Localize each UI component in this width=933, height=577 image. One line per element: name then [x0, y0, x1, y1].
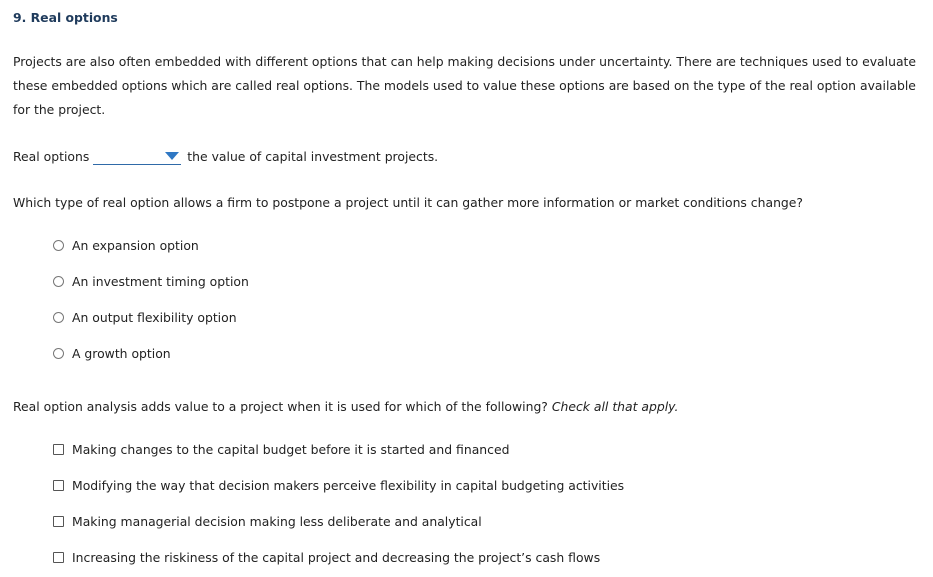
radio-option-label: An output flexibility option: [72, 309, 237, 325]
question-2-text: [13, 399, 679, 414]
radio-option-output-flexibility[interactable]: [53, 309, 237, 325]
checkbox-option-less-deliberate[interactable]: [53, 513, 482, 529]
real-options-dropdown[interactable]: [93, 148, 181, 165]
checkbox-option-label: Increasing the riskiness of the capital project and decreasing the project’s cash flows: [72, 549, 601, 565]
radio-option-investment-timing[interactable]: [53, 273, 249, 289]
chevron-down-icon: [165, 152, 179, 160]
checkbox-option-label: Making changes to the capital budget before it is started and financed: [72, 441, 510, 457]
radio-option-expansion[interactable]: [53, 237, 199, 253]
radio-button[interactable]: [53, 240, 64, 251]
radio-button[interactable]: [53, 312, 64, 323]
question-2-prompt: Real option analysis adds value to a project when it is used for which of the following?: [13, 399, 548, 414]
question-1-text: Which type of real option allows a firm to postpone a project until it can gather more information or market conditions change?: [13, 195, 803, 210]
intro-paragraph: Projects are also often embedded with different options that can help making decisions under uncertainty. There are techniques used to evaluate these embedded options which are called real options. The models used to value these options are based on the type of the real option available for the project.: [13, 54, 917, 117]
radio-option-label: A growth option: [72, 345, 171, 361]
checkbox-option-increase-riskiness[interactable]: [53, 549, 600, 565]
checkbox[interactable]: [53, 444, 64, 455]
radio-button[interactable]: [53, 348, 64, 359]
fill-in-suffix: the value of capital investment projects.: [187, 148, 439, 164]
checkbox[interactable]: [53, 516, 64, 527]
fill-in-sentence: [13, 147, 438, 165]
question-2-instruction: Check all that apply.: [551, 399, 679, 414]
checkbox[interactable]: [53, 480, 64, 491]
checkbox-option-label: Modifying the way that decision makers perceive flexibility in capital budgeting activities: [72, 477, 625, 493]
checkbox-option-label: Making managerial decision making less deliberate and analytical: [72, 513, 482, 529]
radio-option-growth[interactable]: [53, 345, 171, 361]
checkbox-option-perceive-flexibility[interactable]: [53, 477, 624, 493]
radio-button[interactable]: [53, 276, 64, 287]
fill-in-prefix: Real options: [13, 148, 90, 164]
radio-option-label: An expansion option: [72, 237, 199, 253]
checkbox[interactable]: [53, 552, 64, 563]
radio-option-label: An investment timing option: [72, 273, 249, 289]
checkbox-option-capital-budget-changes[interactable]: [53, 441, 509, 457]
question-title: 9. Real options: [13, 10, 118, 25]
